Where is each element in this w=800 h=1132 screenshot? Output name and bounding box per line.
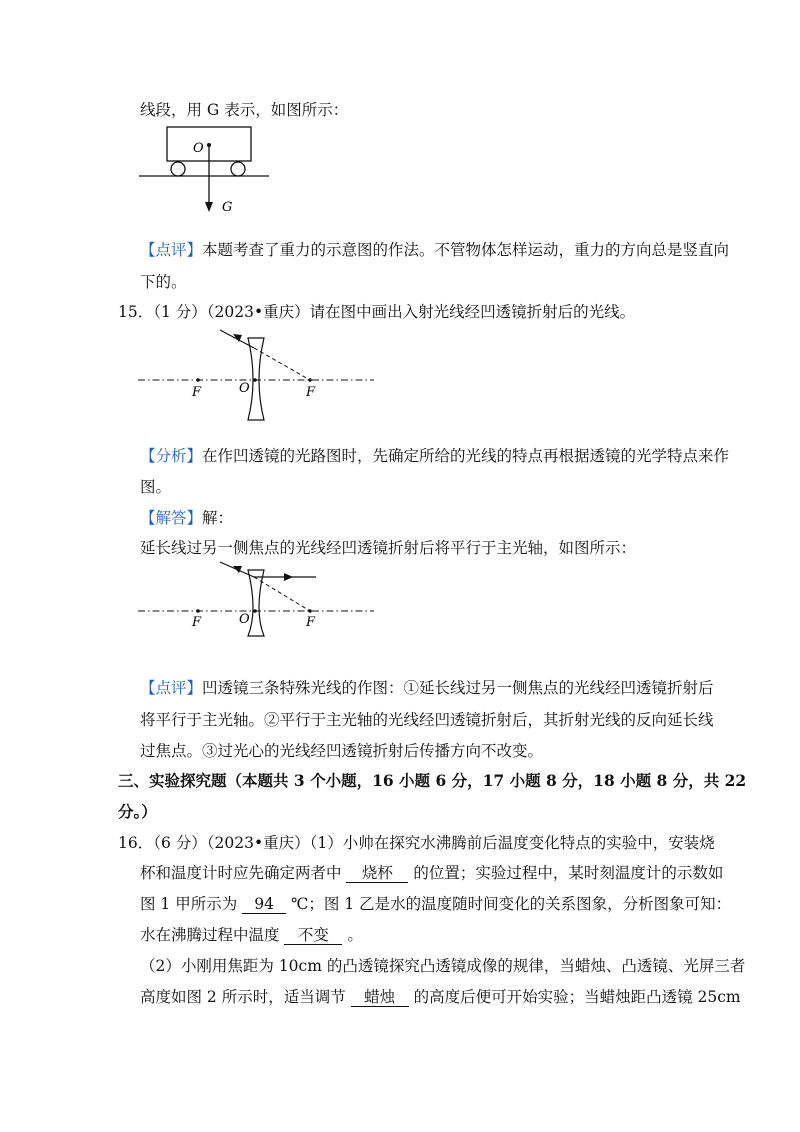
extension-dashed (254, 577, 310, 611)
p15-comment-line3: 过焦点。③过光心的光线经凹透镜折射后传播方向不改变。 (140, 742, 544, 760)
p14-line1: 线段，用 G 表示，如图所示： (140, 101, 349, 119)
label-F-left: F (192, 615, 202, 630)
p16-line4 (140, 925, 363, 945)
answer-blank-1: 烧杯 (346, 864, 408, 883)
comment-text: 本题考查了重力的示意图的作法。不管物体怎样运动，重力的方向总是竖直向 (202, 241, 730, 259)
optical-center (253, 378, 257, 382)
optical-center (253, 609, 257, 613)
analysis-tag: 【分析】 (140, 447, 203, 465)
analysis-text: 在作凹透镜的光路图时，先确定所给的光线的特点再根据透镜的光学特点来作 (202, 447, 730, 465)
p16-line4-a: 水在沸腾过程中温度 (140, 926, 285, 944)
p16-line4-b: 。 (342, 926, 363, 944)
p16-line3-b: ℃；图 1 乙是水的温度随时间变化的关系图象，分析图象可知： (286, 895, 732, 913)
comment-tag: 【点评】 (140, 241, 203, 259)
label-F-left: F (192, 385, 202, 400)
p16-line3-a: 图 1 甲所示为 (140, 895, 243, 913)
incident-arrowhead (233, 566, 242, 573)
p16-line3 (140, 894, 731, 914)
p14-comment-line1 (140, 240, 729, 260)
concave-lens-diagram-answer (138, 560, 378, 636)
p15-answer-line (140, 508, 233, 528)
label-G: G (222, 200, 233, 215)
label-O: O (239, 381, 250, 396)
p15-comment-line1 (140, 678, 714, 698)
answer-blank-4: 蜡烛 (351, 988, 409, 1007)
gravity-arrowhead (205, 202, 213, 212)
p16-line2-b: 的位置；实验过程中，某时刻温度计的示数如 (408, 864, 724, 882)
p16-line2 (140, 863, 723, 883)
p16-line5: （2）小刚用焦距为 10cm 的凸透镜探究凸透镜成像的规律，当蜡烛、凸透镜、光屏三者 (140, 957, 746, 975)
answer-blank-2: 94 (242, 895, 286, 914)
p16-line6-a: 高度如图 2 所示时，适当调节 (140, 988, 351, 1006)
section-heading-line2: 分。） (118, 802, 157, 821)
p15-analysis-line1 (140, 446, 729, 466)
p15-stem: 15．（1 分）（2023•重庆）请在图中画出入射光线经凹透镜折射后的光线。 (118, 303, 636, 321)
p15-answer-text: 延长线过另一侧焦点的光线经凹透镜折射后将平行于主光轴，如图所示： (140, 539, 637, 557)
focus-right (308, 609, 312, 613)
label-O: O (239, 612, 250, 627)
answer-word: 解： (202, 509, 234, 527)
cart-wheel-left (171, 162, 185, 176)
focus-right (308, 378, 312, 382)
comment-text: 凹透镜三条特殊光线的作图：①延长线过另一侧焦点的光线经凹透镜折射后 (202, 679, 714, 697)
label-F-right: F (306, 615, 316, 630)
p16-line1: 16．（6 分）（2023•重庆）（1）小帅在探究水沸腾前后温度变化特点的实验中，安装烧 (118, 834, 715, 852)
refracted-arrowhead (284, 573, 293, 581)
gravity-diagram (135, 120, 285, 220)
extension-dashed (254, 348, 310, 380)
section-heading-line1: 三、实验探究题（本题共 3 个小题，16 小题 6 分，17 小题 8 分，18 小题 8 分，共 22 (118, 771, 747, 790)
p15-analysis-line2: 图。 (140, 478, 172, 496)
comment-tag: 【点评】 (140, 679, 203, 697)
p16-line2-a: 杯和温度计时应先确定两者中 (140, 864, 347, 882)
concave-lens (248, 570, 264, 636)
concave-lens-diagram-question (138, 328, 378, 424)
cart-wheel-right (231, 162, 245, 176)
p16-line6-b: 的高度后便可开始实验；当蜡烛距凸透镜 25cm (408, 988, 741, 1006)
p16-line6 (140, 987, 741, 1007)
p14-comment-line2: 下的。 (140, 273, 187, 291)
focus-left (196, 609, 200, 613)
answer-blank-3: 不变 (284, 926, 342, 945)
p15-comment-line2: 将平行于主光轴。②平行于主光轴的光线经凹透镜折射后，其折射光线的反向延长线 (140, 711, 714, 729)
label-O: O (193, 141, 204, 156)
focus-left (196, 378, 200, 382)
answer-tag: 【解答】 (140, 509, 203, 527)
label-F-right: F (306, 385, 316, 400)
